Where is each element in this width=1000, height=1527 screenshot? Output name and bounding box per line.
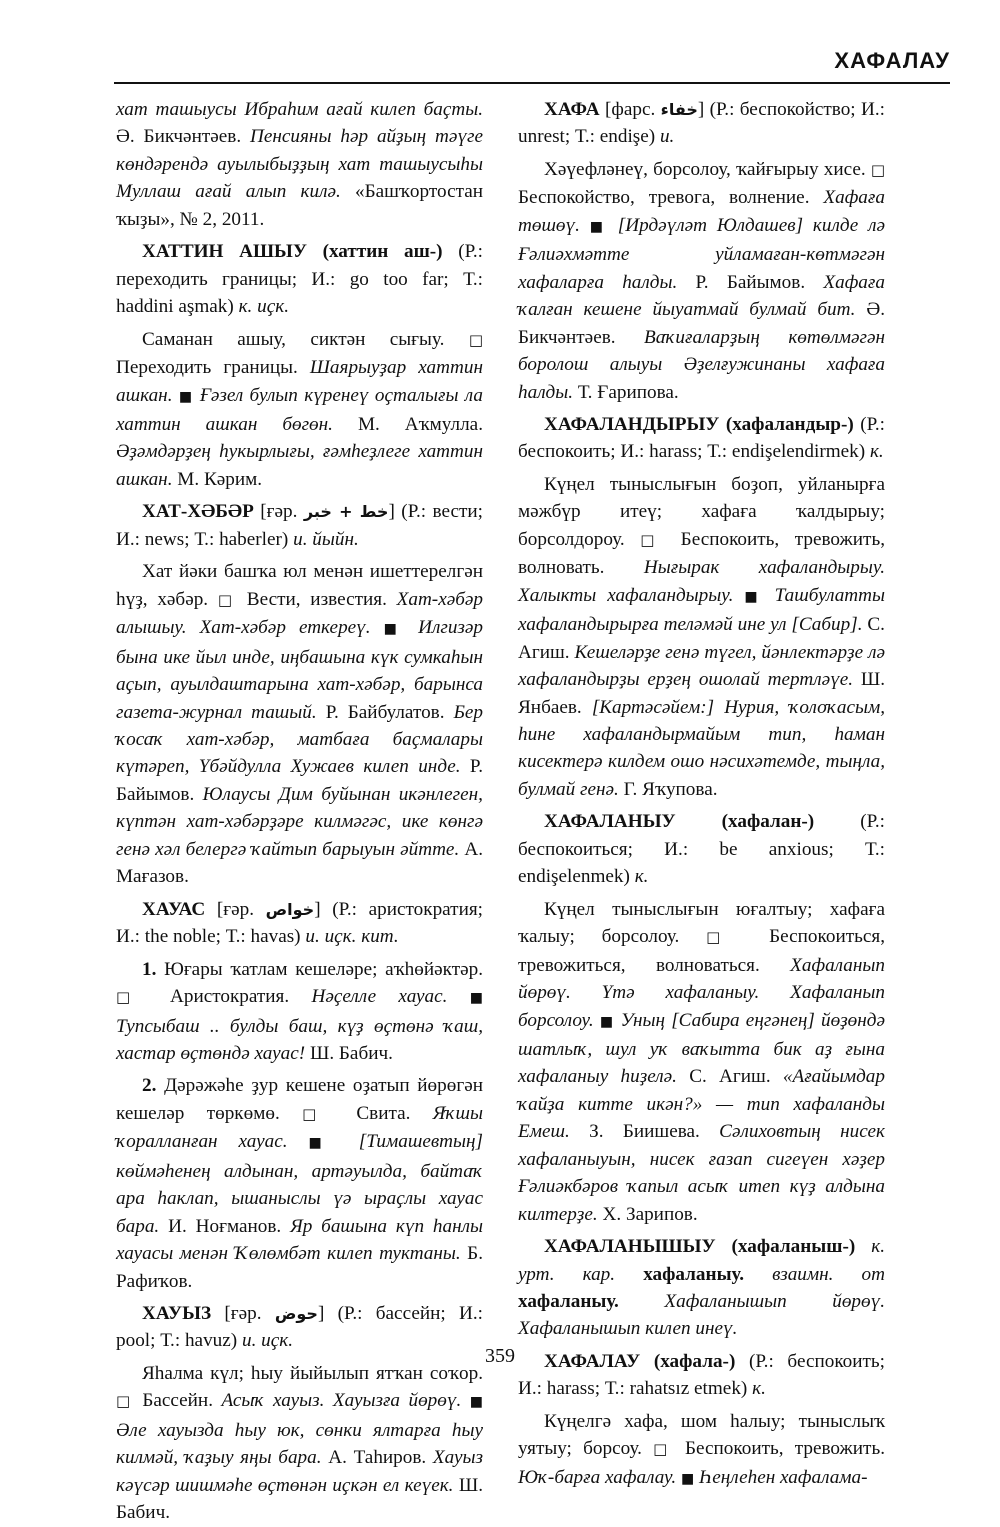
text: Вести, известия. [237, 588, 397, 610]
text: Беспокоиться, тревожиться, волноваться. [518, 926, 885, 976]
headword: 1. [142, 958, 157, 980]
italic-text: «Ағайымдар ҡайҙа китте икән?» — тип хафаланды Емеш. [518, 1066, 885, 1143]
russian-marker-icon: □ [217, 590, 238, 609]
text: Х. Зарипов. [597, 1203, 698, 1225]
italic-text: Хафаланып йөрөү. Үтә хафаланыу. Хафаланып борсолоу. [518, 954, 885, 1031]
italic-text: Пенсияны һәр айҙың тәүге көндәрендә ауылыбыҙҙың хат ташыусыһы Муллаш ағай алып килә. [116, 126, 483, 203]
example-marker-icon: ■ [744, 588, 764, 605]
running-head-title: ХАФАЛАУ [834, 48, 950, 73]
italic-text: Шаярыуҙар хаттин ашкан. [116, 357, 483, 406]
text: ] (Р.: вести; И.: news; Т.: haberler) [116, 501, 483, 550]
dictionary-entry [518, 808, 885, 890]
italic-text: Әле хауызда һыу юк, сөнки ялтарға һыу килмәй, ҡаҙыу яңы бара. [116, 1419, 483, 1469]
right-column [518, 96, 885, 1493]
entry-paragraph [116, 558, 483, 890]
headword: 2. [142, 1075, 157, 1097]
italic-text: и. иҫк. кит. [305, 926, 399, 948]
text: Б. Рафиҡов. [116, 1243, 483, 1292]
text: Р. Байымов. [116, 756, 483, 805]
italic-text: Юлаусы Дим буйынан икәнлеген, күптән хат-хәбәрҙәре килмәгәс, ике көнгә генә хәл белергә ҡайтып барыуын әйтте. [116, 783, 483, 860]
text: И. Ноғманов. [159, 1215, 291, 1237]
example-marker-icon: ■ [599, 1013, 615, 1030]
text: (Р.: беспокоить; И.: harass; Т.: rahatsız etmek) [518, 1350, 885, 1400]
headword: ХАФАЛАНДЫРЫУ (хафаландыр-) [544, 413, 854, 435]
arabic-etymon: خواص [265, 899, 315, 919]
text: [ғәр. [253, 501, 304, 523]
text: (Р.: беспокоить; И.: harass; Т.: endişelendirmek) [518, 413, 885, 463]
text: Саманан ашыу, сиктән сығыу. [142, 328, 469, 350]
text: Ә. Бикчәнтәев. [116, 126, 251, 148]
text [608, 215, 618, 236]
text: А. Мағазов. [116, 838, 483, 888]
text [580, 215, 590, 236]
headword: ХАУЫЗ [142, 1303, 212, 1325]
russian-marker-icon: □ [116, 988, 148, 1007]
arabic-etymon: حوض [274, 1304, 318, 1324]
italic-text: [Тимашевтың] көймәһенең алдынан, артәуылда, байтаҡ ара һаклап, ышаныслы үә ыраҫлы хауас бара. [116, 1131, 484, 1237]
text: Ш. Бабич. [305, 1042, 393, 1064]
russian-marker-icon: □ [706, 928, 743, 947]
italic-text: Яҡшы ҡоралланған хауас. [116, 1102, 484, 1153]
text: Күңел тыныслығын боҙоп, уйланырға мәжбүр итеү; хафаға ҡалдырыу; борсолдороу. [518, 473, 885, 550]
text: Хат йәки башҡа юл менән ишеттерелгән һүҙ, хәбәр. [116, 561, 483, 610]
text: Юғары ҡатлам кешеләре; аҡһөйәктәр. [156, 958, 483, 980]
example-marker-icon: ■ [469, 1394, 483, 1411]
text: Дәрәжәһе ҙур кешене оҙатып йөрөгән кешеләр төркөмө. [116, 1075, 483, 1124]
text: С. Агиш. [676, 1066, 783, 1088]
russian-marker-icon: □ [302, 1104, 334, 1123]
text: Хәүефләнеү, борсолоу, ҡайғырыу хисе. [544, 158, 871, 180]
text: Бассейн. [133, 1390, 222, 1412]
example-marker-icon: ■ [469, 990, 484, 1007]
text [764, 585, 775, 606]
italic-text: Ваҡиғаларҙың көтөлмәгән боролош алыуы Әҙелғужинаны хафаға һалды. [518, 326, 885, 403]
italic-text: Кешеләрҙе генә түгел, йәнлектәрҙе лә хафаландырҙы ерҙең ошолай тертләүе. [518, 641, 885, 691]
example-marker-icon: ■ [589, 218, 608, 235]
italic-text: Хат-хәбәр алышыу. Хат-хәбәр еткереү. [116, 588, 483, 639]
text: (Р.: беспокоиться; И.: be anxious; Т.: endişelenmek) [518, 811, 885, 888]
headword: ХАФАЛАНЫУ (хафалан-) [544, 811, 815, 833]
headword: ХАТ-ХӘБӘР [142, 501, 254, 523]
italic-text: к. [869, 441, 884, 463]
text [461, 1390, 469, 1411]
text: (Р.: переходить границы; И.: go too far; Т.: haddini aşmak) [116, 241, 483, 318]
text: ] (Р.: аристократия; И.: the noble; Т.: havas) [116, 898, 483, 948]
dictionary-entry [518, 411, 885, 466]
russian-marker-icon: □ [653, 1440, 674, 1459]
entry-paragraph [116, 1072, 483, 1295]
italic-text: к. [634, 866, 649, 888]
entry-paragraph [116, 326, 483, 494]
text: Г. Яҡупова. [618, 778, 718, 800]
text [619, 1291, 665, 1312]
text [405, 617, 418, 638]
text: [фарс. [599, 99, 661, 120]
text [371, 617, 384, 638]
headword: ХАУАС [142, 898, 206, 920]
example-marker-icon: ■ [680, 1470, 695, 1487]
running-head [114, 42, 950, 84]
text: З. Биишева. [569, 1121, 720, 1143]
italic-text: Нығырак хафаландырыу. Халыкты хафаландырыу. [518, 557, 885, 606]
text: Ә. Бикчәнтәев. [518, 299, 885, 348]
text: [ғәр. [205, 898, 266, 920]
text [733, 585, 744, 606]
italic-text: Бер ҡосаҡ хат-хәбәр, матбаға баҫмалары күтәреп, Үбәйдулла Хужаев килеп инде. [116, 701, 483, 778]
italic-text: Ташбулатты хафаландырырға теләмәй ине ул [Сабир]. [518, 584, 886, 636]
italic-text: к. иҫк. [238, 296, 290, 318]
example-marker-icon: ■ [178, 388, 194, 405]
entry-paragraph [518, 1408, 885, 1493]
italic-text: Уның [Сабира еңгәнең] йөҙөндә шатлыҡ, шул уҡ ваҡытта бик аҙ ғына хафаланыу һиҙелә. [518, 1009, 886, 1088]
example-marker-icon: ■ [383, 621, 406, 638]
russian-marker-icon: □ [640, 530, 666, 549]
headword: хафаланыу. [518, 1291, 619, 1313]
text: Аристократия. [147, 986, 312, 1008]
italic-text: к. [752, 1378, 766, 1400]
text [615, 1264, 643, 1285]
italic-text: Ғәзел булып күренеү оҫталығы ла хаттин ашкан бөгөн. [116, 384, 483, 435]
page-number: 359 [485, 1345, 515, 1367]
text: М. Кәрим. [172, 468, 263, 490]
entry-paragraph [116, 1360, 483, 1527]
headword: ХАФАЛАУ (хафала-) [544, 1350, 736, 1372]
left-column [116, 96, 483, 1527]
text: С. Агиш. [518, 614, 885, 663]
text: Р. Байымов. [677, 271, 824, 293]
text: Ш. Янбаев. [518, 669, 885, 718]
entry-paragraph [116, 96, 483, 233]
text: А. Таһиров. [321, 1447, 433, 1469]
dictionary-entry [518, 96, 885, 151]
italic-text: и. йыйн. [293, 528, 359, 550]
text [338, 1131, 359, 1152]
italic-text: Әҙәмдәрҙең һукырлығы, ғәмһеҙлеге хаттин ашкан. [116, 441, 483, 490]
italic-text: Хафаға ҡалған кешене йыуатмай булмай бит. [518, 271, 885, 321]
italic-text: Хауыз кәүсәр шишмәһе өҫтөнән иҫкән ел кеүек. [116, 1447, 483, 1496]
italic-text: Хафаланышып йөрөү. Хафаланышып килеп инеү. [518, 1291, 886, 1340]
italic-text: Илгизәр бына ике йыл инде, иңбашына күк сумкаһын аҫып, ауылдаштарына хат-хәбәр, барынса газета-журнал ташый. [116, 617, 484, 723]
italic-text: Сәлиховтың нисек хафаланыуын, нисек ғазап сигеүен хәҙер Ғәлиәкбәров ҡапыл асыҡ итеп күҙ алдына килтерҙе. [518, 1121, 885, 1225]
italic-text: к. урт. кар. [518, 1236, 885, 1285]
text: «Башҡортостан ҡыҙы», № 2, 2011. [116, 181, 483, 230]
text: Беспокойство, тревога, волнение. [518, 187, 824, 209]
italic-text: Яр башына күп һанлы хауасы менән Ҡөлөмбәт килеп туктаны. [116, 1215, 483, 1265]
example-marker-icon: ■ [308, 1135, 338, 1152]
italic-text: Һеңлеһен хафалама- [698, 1466, 868, 1488]
text [288, 1131, 309, 1152]
entry-paragraph [518, 156, 885, 406]
text: Беспокоить, тревожить. [673, 1438, 885, 1460]
italic-text: Тупсыбаш .. булды баш, күҙ өҫтөнә ҡаш, хастар өҫтөндә хауас! [116, 1015, 483, 1064]
text: Күңел тыныслығын юғалтыу; хафаға ҡалыу; борсолоу. [518, 898, 885, 948]
headword: ХАТТИН АШЫУ (хаттин аш-) [142, 241, 443, 263]
text [855, 1236, 871, 1257]
entry-paragraph [518, 471, 885, 803]
headword: хафаланыу. [643, 1263, 745, 1285]
italic-text: Юҡ-барға хафалау. [518, 1466, 677, 1488]
russian-marker-icon: □ [116, 1392, 134, 1411]
italic-text: и. [659, 126, 675, 148]
text [744, 1264, 772, 1285]
headword: ХАФА [544, 99, 600, 120]
russian-marker-icon: □ [870, 160, 885, 179]
italic-text: взаимн. от [772, 1263, 886, 1285]
entry-paragraph [116, 956, 483, 1068]
text: Күңелгә хафа, шом һалыу; тыныслыҡ уятыу; борсоу. [518, 1410, 885, 1460]
headword: ХАФАЛАНЫШЫУ (хафаланыш-) [544, 1236, 856, 1258]
text: [ғәр. [211, 1303, 275, 1325]
italic-text: Хафаға төшөү. [518, 187, 885, 236]
dictionary-entry [518, 1233, 885, 1343]
dictionary-entry [116, 498, 483, 553]
text: ] (Р.: беспокойство; И.: unrest; Т.: endişe) [518, 99, 885, 148]
text: Беспокоить, тревожить, волновать. [518, 528, 885, 579]
italic-text: и. иҫк. [241, 1330, 294, 1352]
italic-text: Асыҡ хауыз. Хауызға йөрөү. [221, 1390, 462, 1412]
italic-text: [Ирдәүләт Юлдашев] килде лә Ғәлиәхмәтте уйламаған-көтмәгән хафаларға һалды. [518, 214, 885, 293]
italic-text: Нәҫелле хауас. [311, 986, 448, 1008]
text: Яһалма күл; һыу йыйылып ятҡан соҡор. [142, 1362, 483, 1384]
text: ] (Р.: бассейн; И.: pool; Т.: havuz) [116, 1303, 483, 1352]
russian-marker-icon: □ [468, 330, 483, 349]
dictionary-entry [116, 896, 483, 951]
italic-text: [Картәсәйем:] Нурия, ҡолоҡасым, һине хафаландырмайым тип, һаман кисектерә килдем ошо нәсихәтемде, тыңла, булмай генә. [518, 696, 885, 800]
dictionary-entry [116, 238, 483, 320]
arabic-etymon: خفاء [660, 100, 698, 119]
text: Ш. Бабич. [116, 1474, 483, 1524]
text [447, 986, 469, 1007]
italic-text: хат ташыусы Ибраһим ағай килеп баҫты. [116, 99, 483, 120]
text: М. Аҡмулла. [332, 413, 483, 435]
text: Т. Ғарипова. [573, 381, 679, 403]
text: Р. Байбулатов. [316, 701, 454, 723]
text: Переходить границы. [116, 357, 310, 379]
entry-paragraph [518, 896, 885, 1228]
arabic-etymon: خط + خبر [303, 502, 389, 522]
text: Свита. [333, 1102, 433, 1124]
